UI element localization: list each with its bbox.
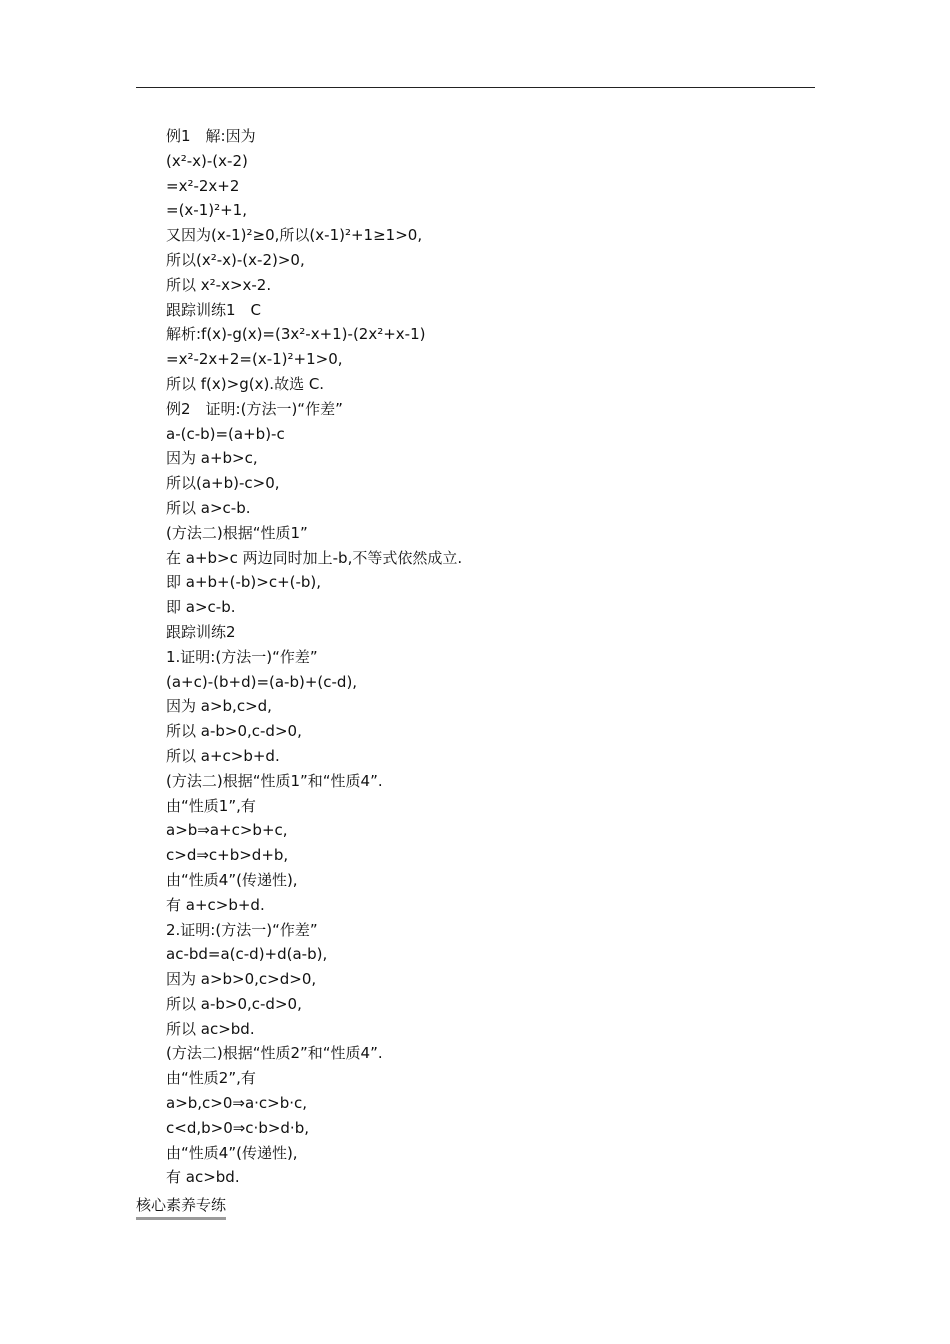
text-line: =(x-1)²+1, xyxy=(166,201,247,220)
text-line: 有 ac>bd. xyxy=(166,1168,240,1187)
text-line: 又因为(x-1)²≥0,所以(x-1)²+1≥1>0, xyxy=(166,226,423,245)
text-line: a>b⇒a+c>b+c, xyxy=(166,821,288,840)
text-line: 跟踪训练1 C xyxy=(166,300,262,319)
text-line: (a+c)-(b+d)=(a-b)+(c-d), xyxy=(166,672,358,691)
text-line: 由“性质1”,有 xyxy=(166,796,256,815)
text-line: 因为 a>b>0,c>d>0, xyxy=(166,970,317,989)
text-line: (方法二)根据“性质1” xyxy=(166,523,308,542)
text-line: 即 a+b+(-b)>c+(-b), xyxy=(166,573,322,592)
text-line: 所以(a+b)-c>0, xyxy=(166,474,280,493)
text-line: a>b,c>0⇒a·c>b·c, xyxy=(166,1094,308,1113)
text-line: (方法二)根据“性质2”和“性质4”. xyxy=(166,1044,383,1063)
text-line: 2.证明:(方法一)“作差” xyxy=(166,920,318,939)
text-line: ac-bd=a(c-d)+d(a-b), xyxy=(166,945,328,964)
text-line: 在 a+b>c 两边同时加上-b,不等式依然成立. xyxy=(166,548,463,567)
text-line: 由“性质4”(传递性), xyxy=(166,1143,298,1162)
text-line: 所以 a+c>b+d. xyxy=(166,746,280,765)
text-line: 因为 a+b>c, xyxy=(166,449,258,468)
section-title: 核心素养专练 xyxy=(136,1194,226,1220)
text-line: 有 a+c>b+d. xyxy=(166,895,265,914)
text-line: 所以(x²-x)-(x-2)>0, xyxy=(166,250,305,269)
text-line: (x²-x)-(x-2) xyxy=(166,151,248,170)
text-line: 由“性质2”,有 xyxy=(166,1069,256,1088)
text-line: 所以 ac>bd. xyxy=(166,1019,255,1038)
solution-text xyxy=(166,124,806,1190)
text-line: 所以 a>c-b. xyxy=(166,498,251,517)
text-line: 1.证明:(方法一)“作差” xyxy=(166,647,318,666)
text-line: 例1 解:因为 xyxy=(166,127,256,145)
text-line: 所以 f(x)>g(x).故选 C. xyxy=(166,374,325,393)
text-line: =x²-2x+2=(x-1)²+1>0, xyxy=(166,350,343,369)
text-line: 解析:f(x)-g(x)=(3x²-x+1)-(2x²+x-1) xyxy=(166,325,426,344)
text-line: 所以 x²-x>x-2. xyxy=(166,275,272,294)
text-line: a-(c-b)=(a+b)-c xyxy=(166,424,285,443)
text-line: (方法二)根据“性质1”和“性质4”. xyxy=(166,771,383,790)
text-line: =x²-2x+2 xyxy=(166,176,240,195)
text-line: 例2 证明:(方法一)“作差” xyxy=(166,399,343,418)
text-line: 所以 a-b>0,c-d>0, xyxy=(166,994,302,1013)
text-line: 跟踪训练2 xyxy=(166,622,236,641)
text-line: c>d⇒c+b>d+b, xyxy=(166,846,289,865)
text-line: c<d,b>0⇒c·b>d·b, xyxy=(166,1118,309,1137)
text-line: 即 a>c-b. xyxy=(166,598,236,617)
text-line: 由“性质4”(传递性), xyxy=(166,870,298,889)
text-line: 所以 a-b>0,c-d>0, xyxy=(166,722,302,741)
text-line: 因为 a>b,c>d, xyxy=(166,697,272,716)
header-rule xyxy=(136,87,815,88)
